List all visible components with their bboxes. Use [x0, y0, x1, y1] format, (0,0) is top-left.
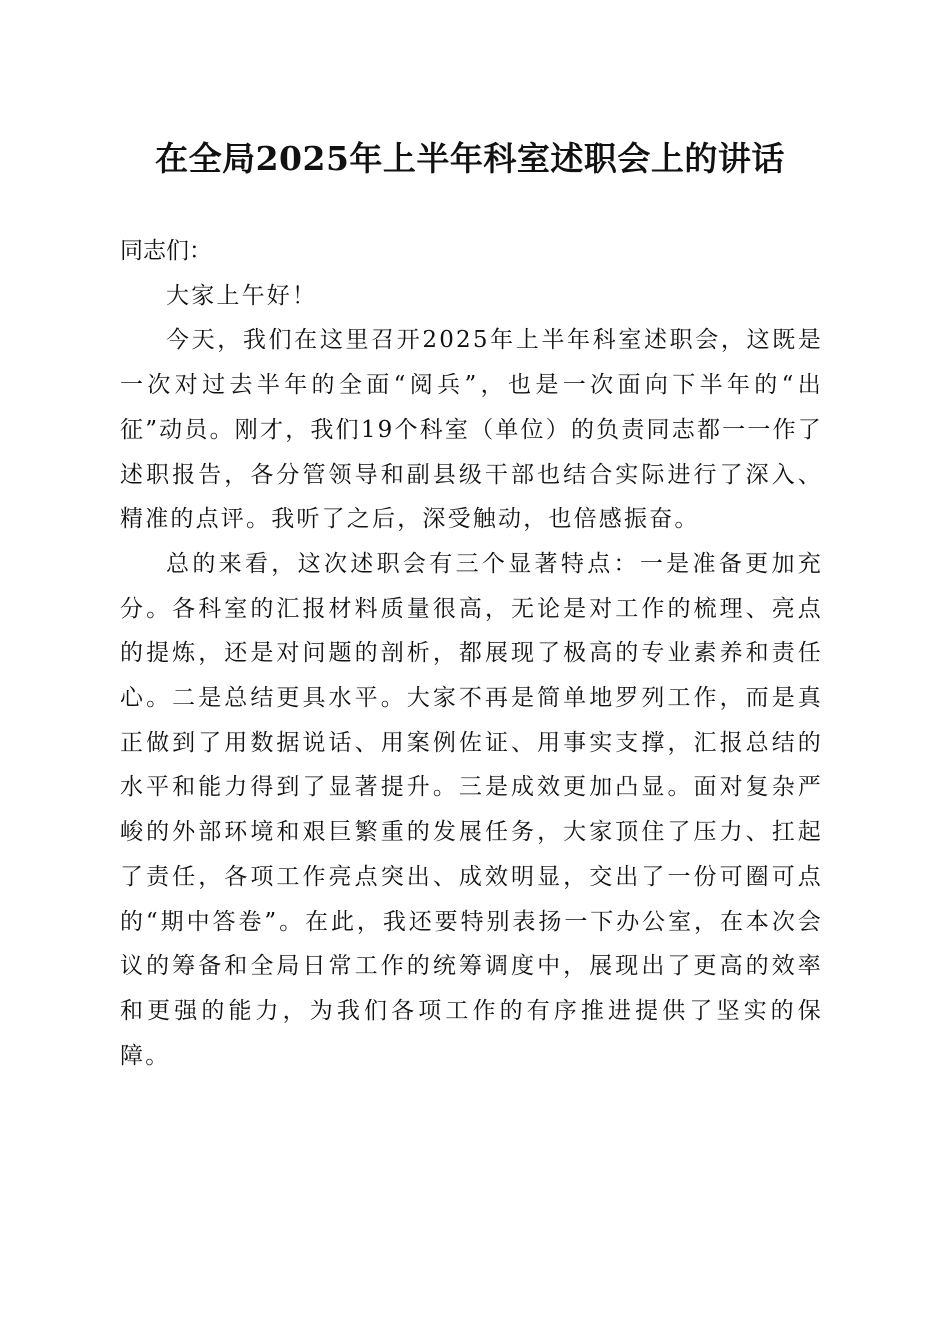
paragraph-summary: 总的来看，这次述职会有三个显著特点：一是准备更加充分。各科室的汇报材料质量很高，无论是对工作的梳理、亮点的提炼，还是对问题的剖析，都展现了极高的专业素养和责任心。二是总结更具水平。大家不再是简单地罗列工作，而是真正做到了用数据说话、用案例佐证、用事实支撑，汇报总结的水平和能力得到了显著提升。三是成效更加凸显。面对复杂严峻的外部环境和艰巨繁重的发展任务，大家顶住了压力、扛起了责任，各项工作亮点突出、成效明显，交出了一份可圈可点的“期中答卷”。在此，我还要特别表扬一下办公室，在本次会议的筹备和全局日常工作的统筹调度中，展现出了更高的效率和更强的能力，为我们各项工作的有序推进提供了坚实的保障。	[120, 550, 823, 1069]
document-body	[120, 229, 823, 1078]
paragraph-greeting: 大家上午好！	[166, 282, 318, 309]
document-title: 在全局2025年上半年科室述职会上的讲话	[155, 139, 785, 178]
paragraph-opening: 今天，我们在这里召开2025年上半年科室述职会，这既是一次对过去半年的全面“阅兵”，也是一次面向下半年的“出征”动员。刚才，我们19个科室（单位）的负责同志都一一作了述职报告，各分管领导和副县级干部也结合实际进行了深入、精准的点评。我听了之后，深受触动，也倍感振奋。	[120, 327, 823, 533]
salutation: 同志们：	[120, 238, 212, 264]
